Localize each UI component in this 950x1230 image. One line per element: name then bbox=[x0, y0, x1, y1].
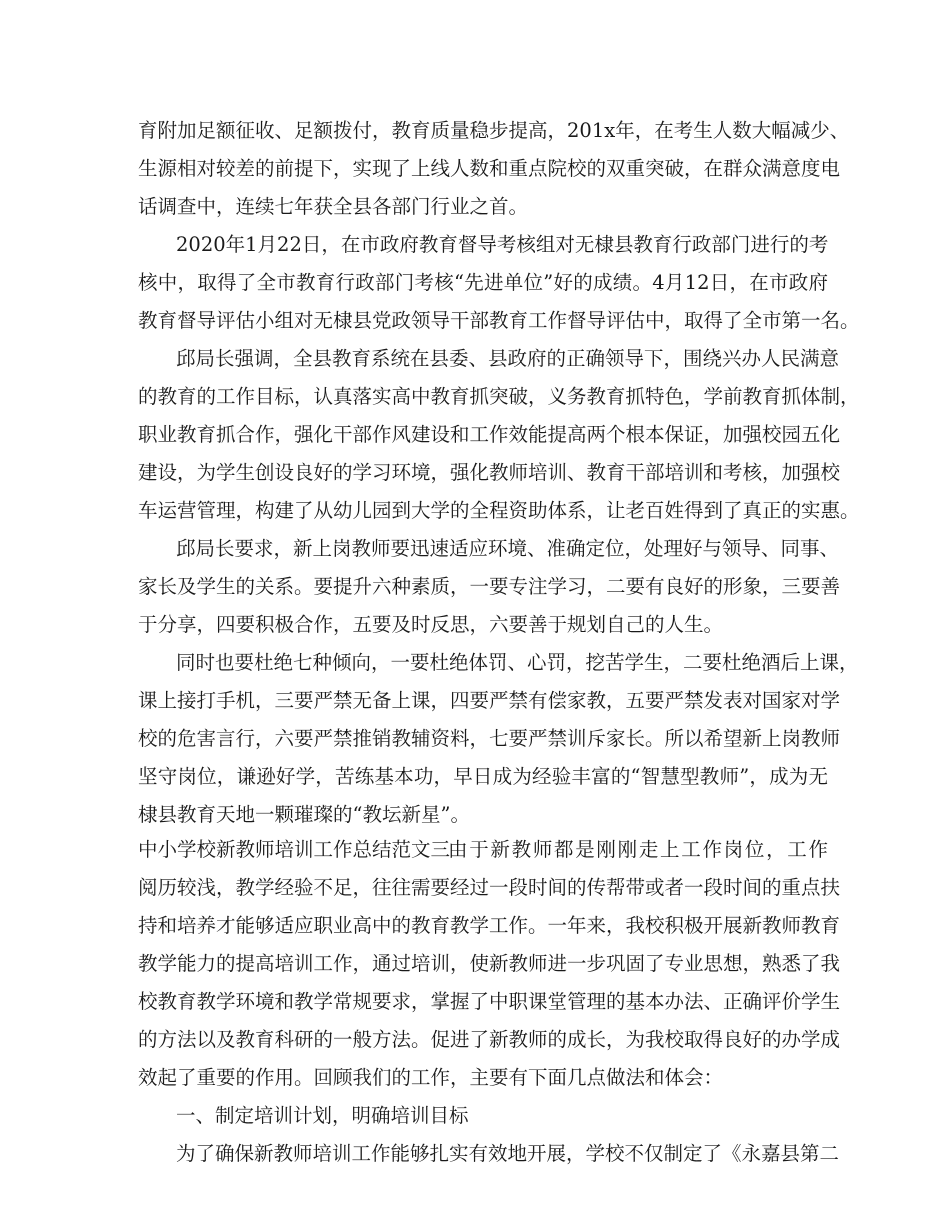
paragraph-5-line-5: 棣县教育天地一颗璀璨的“教坛新星”。 bbox=[138, 803, 470, 826]
paragraph-4-line-1: 邱局长要求，新上岗教师要迅速适应环境、准确定位，处理好与领导、同事、 bbox=[176, 537, 840, 560]
paragraph-6-line-6: 的方法以及教育科研的一般方法。促进了新教师的成长，为我校取得良好的办学成 bbox=[138, 1028, 841, 1051]
paragraph-6-line-2: 阅历较浅，教学经验不足，往往需要经过一段时间的传帮带或者一段时间的重点扶 bbox=[138, 876, 841, 899]
paragraph-5-line-3: 校的危害言行，六要严禁推销教辅资料，七要严禁训斥家长。所以希望新上岗教师 bbox=[138, 727, 841, 750]
paragraph-1-line-3: 话调查中，连续七年获全县各部门行业之首。 bbox=[138, 195, 529, 218]
paragraph-3-line-2: 的教育的工作目标，认真落实高中教育抓突破，义务教育抓特色，学前教育抓体制， bbox=[138, 385, 860, 408]
paragraph-1-line-2: 生源相对较差的前提下，实现了上线人数和重点院校的双重突破，在群众满意度电 bbox=[138, 157, 841, 180]
paragraph-3-line-5: 车运营管理，构建了从幼儿园到大学的全程资助体系，让老百姓得到了真正的实惠。 bbox=[138, 499, 860, 522]
paragraph-2-line-2: 核中，取得了全市教育行政部门考核“先进单位”好的成绩。4月12日，在市政府 bbox=[138, 271, 828, 294]
paragraph-5-line-1: 同时也要杜绝七种倾向，一要杜绝体罚、心罚，挖苦学生，二要杜绝酒后上课， bbox=[176, 651, 859, 674]
paragraph-6-line-3: 持和培养才能够适应职业高中的教育教学工作。一年来，我校积极开展新教师教育 bbox=[138, 914, 841, 937]
paragraph-6-line-5: 校教育教学环境和教学常规要求，掌握了中职课堂管理的基本办法、正确评价学生 bbox=[138, 990, 841, 1013]
paragraph-6-line-4: 教学能力的提高培训工作，通过培训，使新教师进一步巩固了专业思想，熟悉了我 bbox=[138, 952, 841, 975]
paragraph-8-line-1: 为了确保新教师培训工作能够扎实有效地开展，学校不仅制定了《永嘉县第二 bbox=[176, 1142, 840, 1165]
paragraph-2-line-1: 2020年1月22日，在市政府教育督导考核组对无棣县教育行政部门进行的考 bbox=[176, 233, 829, 256]
paragraph-4-line-2: 家长及学生的关系。要提升六种素质，一要专注学习，二要有良好的形象，三要善 bbox=[138, 575, 841, 598]
section-heading: 中小学校新教师培训工作总结范文三 bbox=[138, 838, 451, 861]
paragraph-5-line-2: 课上接打手机，三要严禁无备上课，四要严禁有偿家教，五要严禁发表对国家对学 bbox=[138, 689, 841, 712]
paragraph-2-line-3: 教育督导评估小组对无棣县党政领导干部教育工作督导评估中，取得了全市第一名。 bbox=[138, 309, 860, 332]
paragraph-3-line-3: 职业教育抓合作，强化干部作风建设和工作效能提高两个根本保证，加强校园五化 bbox=[138, 423, 841, 446]
subheading-1: 一、制定培训计划，明确培训目标 bbox=[176, 1104, 469, 1127]
paragraph-5-line-4: 坚守岗位，谦逊好学，苦练基本功，早日成为经验丰富的“智慧型教师”，成为无 bbox=[138, 765, 828, 788]
paragraph-3-line-4: 建设，为学生创设良好的学习环境，强化教师培训、教育干部培训和考核，加强校 bbox=[138, 461, 841, 484]
paragraph-6-line-1: 由于新教师都是刚刚走上工作岗位，工作 bbox=[448, 838, 828, 861]
paragraph-4-line-3: 于分享，四要积极合作，五要及时反思，六要善于规划自己的人生。 bbox=[138, 613, 724, 636]
paragraph-1-line-1: 育附加足额征收、足额拨付，教育质量稳步提高，201x年，在考生人数大幅减少、 bbox=[138, 119, 850, 142]
section-heading-line bbox=[138, 838, 828, 862]
paragraph-3-line-1: 邱局长强调，全县教育系统在县委、县政府的正确领导下，围绕兴办人民满意 bbox=[176, 347, 840, 370]
paragraph-6-line-7: 效起了重要的作用。回顾我们的工作，主要有下面几点做法和体会： bbox=[138, 1066, 724, 1089]
